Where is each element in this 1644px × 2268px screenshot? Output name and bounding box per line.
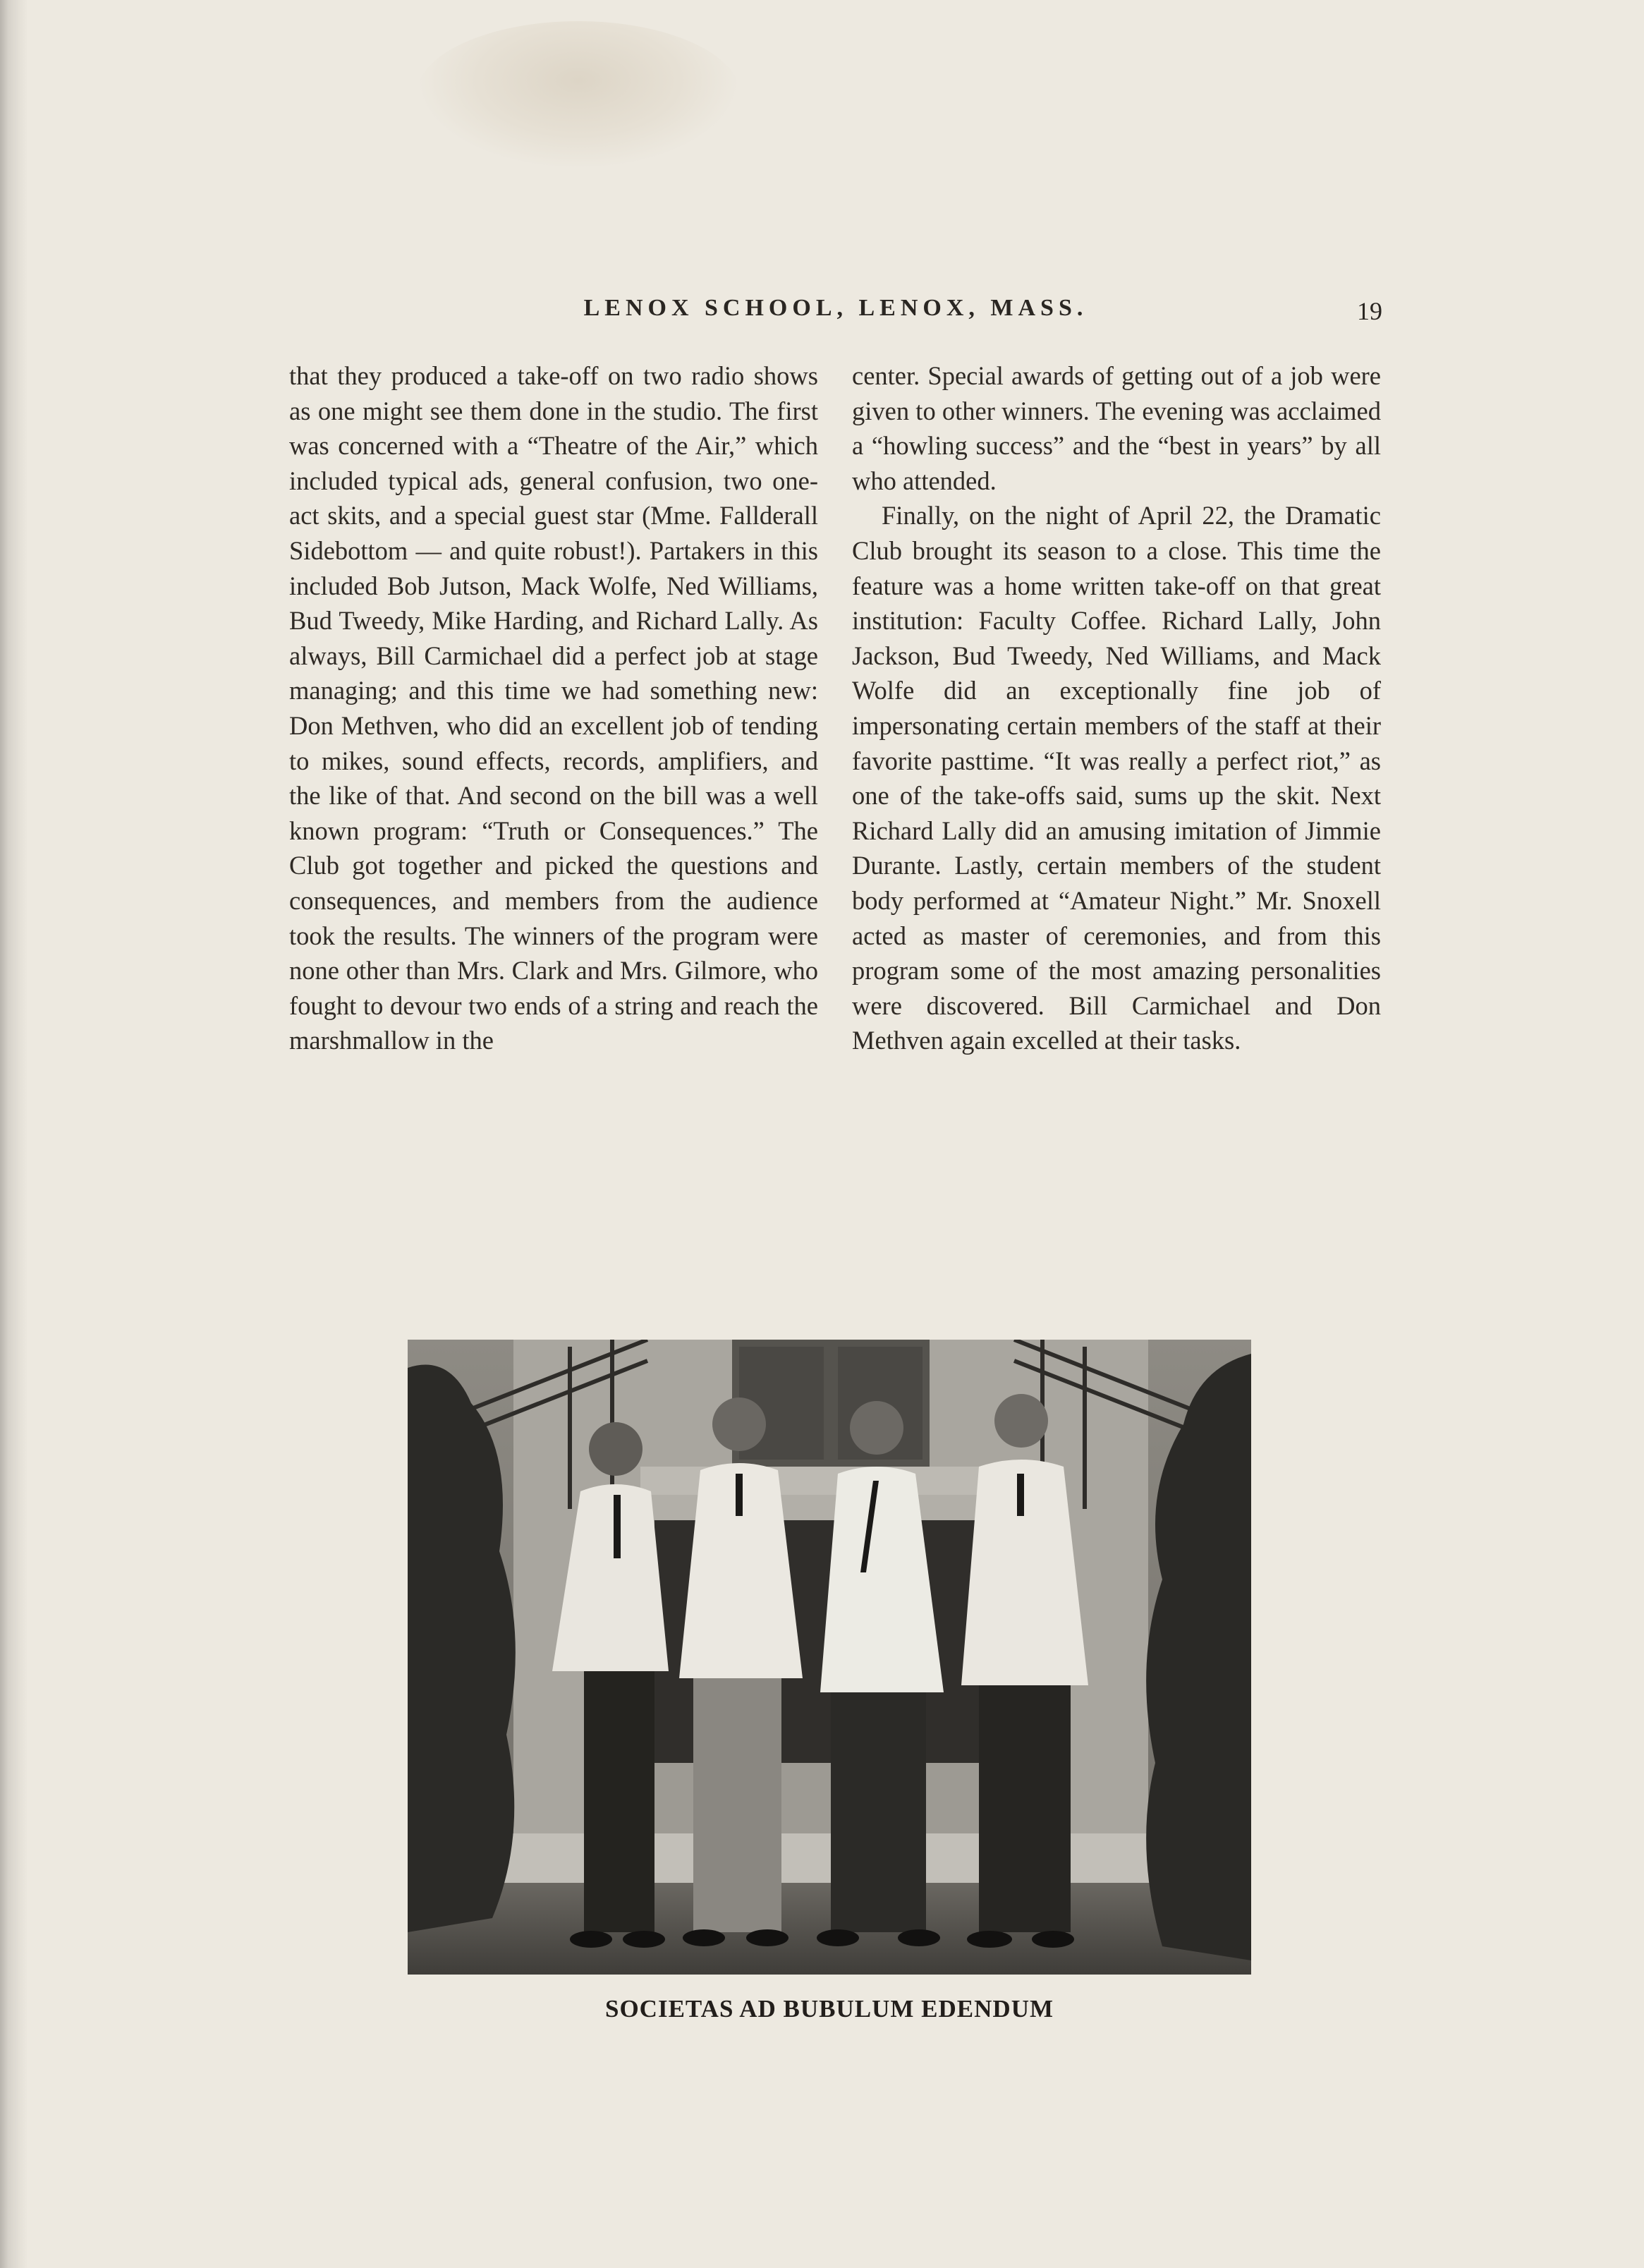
water-stain — [416, 21, 741, 169]
paragraph: that they produced a take-off on two radio shows as one might see them done in the studio. The first was concerned with a “Theatre of the Air,” which included typical ads, general confusion, two one-act skits, and a special guest star (Mme. Fallderall Sidebottom — and quite robust!). Partakers in this included Bob Jutson, Mack Wolfe, Ned Williams, Bud Tweedy, Mike Harding, and Richard Lally. As always, Bill Carmichael did a perfect job at stage managing; and this time we had something new: Don Methven, who did an excellent job of tending to mikes, sound effects, records, amplifiers, and the like of that. And second on the bill was a well known program: “Truth or Consequences.” The Club got together and picked the questions and consequences, and members from the audience took the results. The winners of the program were none other than Mrs. Clark and Mrs. Gilmore, who fought to devour two ends of a string and reach the marshmallow in the — [289, 361, 818, 1055]
page-header — [289, 295, 1382, 330]
binding-shadow — [0, 0, 28, 2268]
article-body — [289, 358, 1382, 1219]
paragraph: Finally, on the night of April 22, the Dramatic Club brought its season to a close. This time the feature was a home written take-off on that great institution: Faculty Coffee. Richard Lally, John Jackson, Bud Tweedy, Ned Williams, and Mack Wolfe did an exceptionally fine job of impersonating certain members of the staff at their favorite pasttime. “It was really a perfect riot,” as one of the take-offs said, sums up the skit. Next Richard Lally did an amusing imitation of Jimmie Durante. Lastly, certain members of the student body performed at “Amateur Night.” Mr. Snoxell acted as master of ceremonies, and from this program some of the most amazing personalities were discovered. Bill Carmichael and Don Methven again excelled at their tasks. — [852, 501, 1381, 1055]
photo-caption: SOCIETAS AD BUBULUM EDENDUM — [604, 1995, 1054, 2023]
running-head: LENOX SCHOOL, LENOX, MASS. — [583, 295, 1088, 321]
page-number: 19 — [1357, 297, 1382, 325]
group-photograph — [408, 1340, 1251, 1975]
right-column — [852, 358, 1381, 1058]
photo-illustration — [408, 1340, 1251, 1975]
left-column — [289, 358, 818, 1058]
paragraph: center. Special awards of getting out of a job were given to other winners. The evening was acclaimed a “howling success” and the “best in years” by all who attended. — [852, 361, 1381, 495]
